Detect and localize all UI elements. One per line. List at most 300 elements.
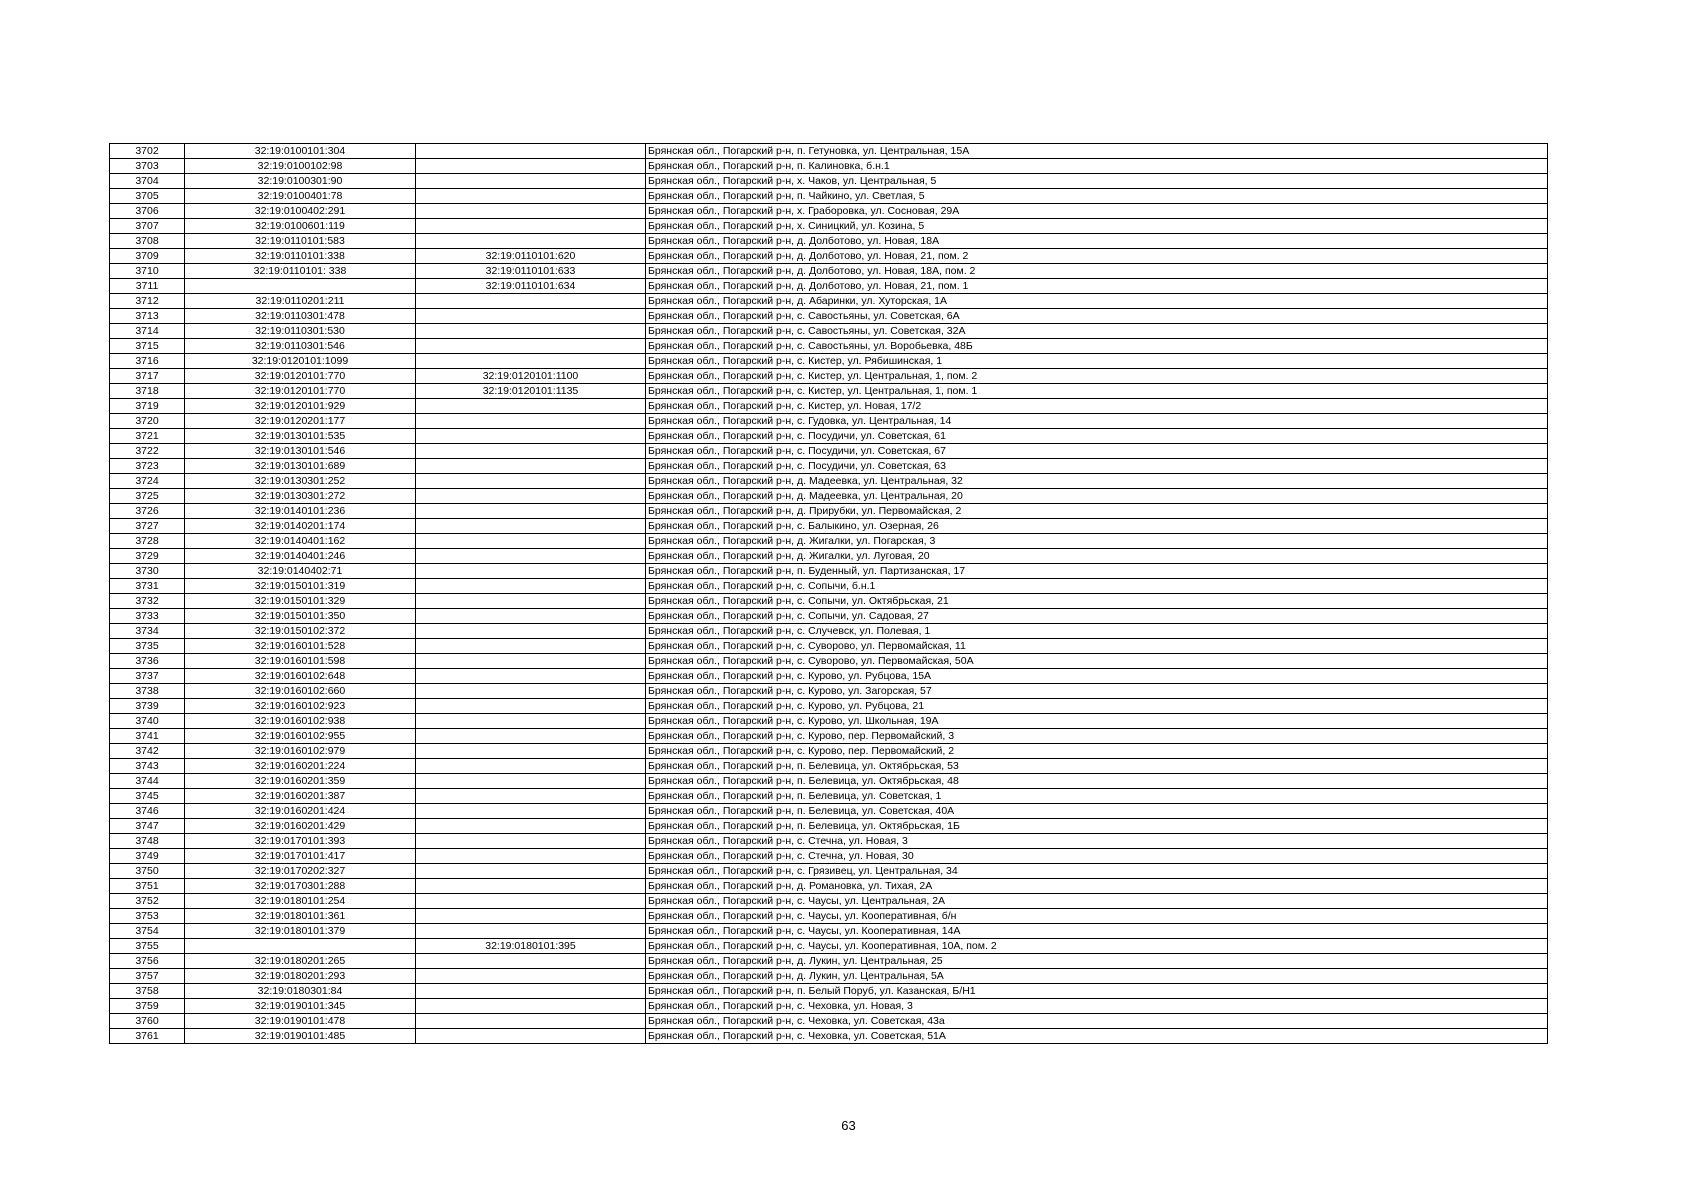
cadastral-number-cell: 32:19:0160102:955 [185,729,416,744]
cadastral-number-cell: 32:19:0170101:417 [185,849,416,864]
address-cell: Брянская обл., Погарский р-н, с. Посудичи, ул. Советская, 67 [646,444,1548,459]
object-cadastral-number-cell [416,519,646,534]
address-cell: Брянская обл., Погарский р-н, с. Суворово, ул. Первомайская, 50А [646,654,1548,669]
cadastral-number-cell: 32:19:0180101:379 [185,924,416,939]
table-row [110,984,1548,999]
cadastral-number-cell: 32:19:0110101: 338 [185,264,416,279]
object-cadastral-number-cell [416,654,646,669]
object-cadastral-number-cell [416,969,646,984]
object-cadastral-number-cell [416,204,646,219]
cadastral-number-cell: 32:19:0160201:359 [185,774,416,789]
table-row [110,384,1548,399]
object-cadastral-number-cell [416,219,646,234]
table-row [110,249,1548,264]
object-cadastral-number-cell [416,924,646,939]
object-cadastral-number-cell [416,669,646,684]
table-row [110,519,1548,534]
row-number-cell: 3716 [110,354,185,369]
cadastral-number-cell: 32:19:0100601:119 [185,219,416,234]
object-cadastral-number-cell [416,564,646,579]
table-row [110,954,1548,969]
row-number-cell: 3735 [110,639,185,654]
table-row [110,639,1548,654]
table-row [110,489,1548,504]
row-number-cell: 3707 [110,219,185,234]
object-cadastral-number-cell [416,159,646,174]
table-row [110,189,1548,204]
row-number-cell: 3757 [110,969,185,984]
address-cell: Брянская обл., Погарский р-н, с. Сопычи, б.н.1 [646,579,1548,594]
cadastral-number-cell: 32:19:0180301:84 [185,984,416,999]
cadastral-number-cell: 32:19:0130101:689 [185,459,416,474]
address-cell: Брянская обл., Погарский р-н, с. Грязивец, ул. Центральная, 34 [646,864,1548,879]
address-cell: Брянская обл., Погарский р-н, с. Савостьяны, ул. Воробьевка, 48Б [646,339,1548,354]
cadastral-number-cell: 32:19:0170202:327 [185,864,416,879]
table-row [110,159,1548,174]
table-row [110,264,1548,279]
address-cell: Брянская обл., Погарский р-н, п. Гетуновка, ул. Центральная, 15А [646,144,1548,159]
row-number-cell: 3714 [110,324,185,339]
address-cell: Брянская обл., Погарский р-н, д. Жигалки, ул. Погарская, 3 [646,534,1548,549]
row-number-cell: 3713 [110,309,185,324]
table-row [110,849,1548,864]
table-row [110,1029,1548,1044]
row-number-cell: 3733 [110,609,185,624]
object-cadastral-number-cell [416,1014,646,1029]
object-cadastral-number-cell [416,474,646,489]
address-cell: Брянская обл., Погарский р-н, с. Чеховка, ул. Советская, 51А [646,1029,1548,1044]
object-cadastral-number-cell: 32:19:0120101:1135 [416,384,646,399]
address-cell: Брянская обл., Погарский р-н, п. Белевица, ул. Октябрьская, 53 [646,759,1548,774]
row-number-cell: 3746 [110,804,185,819]
row-number-cell: 3761 [110,1029,185,1044]
object-cadastral-number-cell [416,429,646,444]
table-row [110,1014,1548,1029]
table-row [110,339,1548,354]
address-cell: Брянская обл., Погарский р-н, с. Кистер, ул. Центральная, 1, пом. 1 [646,384,1548,399]
row-number-cell: 3740 [110,714,185,729]
cadastral-number-cell [185,939,416,954]
table-row [110,609,1548,624]
object-cadastral-number-cell [416,1029,646,1044]
address-cell: Брянская обл., Погарский р-н, с. Савостьяны, ул. Советская, 32А [646,324,1548,339]
object-cadastral-number-cell [416,234,646,249]
cadastral-number-cell: 32:19:0180101:254 [185,894,416,909]
object-cadastral-number-cell [416,954,646,969]
row-number-cell: 3704 [110,174,185,189]
address-cell: Брянская обл., Погарский р-н, с. Посудичи, ул. Советская, 63 [646,459,1548,474]
cadastral-number-cell: 32:19:0110301:546 [185,339,416,354]
table-row [110,504,1548,519]
address-cell: Брянская обл., Погарский р-н, с. Стечна, ул. Новая, 30 [646,849,1548,864]
address-cell: Брянская обл., Погарский р-н, п. Белый Поруб, ул. Казанская, Б/Н1 [646,984,1548,999]
address-cell: Брянская обл., Погарский р-н, с. Сопычи, ул. Садовая, 27 [646,609,1548,624]
cadastral-number-cell: 32:19:0120101:1099 [185,354,416,369]
row-number-cell: 3708 [110,234,185,249]
cadastral-number-cell: 32:19:0110301:530 [185,324,416,339]
row-number-cell: 3727 [110,519,185,534]
table-row [110,714,1548,729]
table-row [110,414,1548,429]
table-row [110,399,1548,414]
cadastral-number-cell: 32:19:0160102:923 [185,699,416,714]
row-number-cell: 3760 [110,1014,185,1029]
row-number-cell: 3715 [110,339,185,354]
row-number-cell: 3725 [110,489,185,504]
cadastral-number-cell: 32:19:0160201:424 [185,804,416,819]
object-cadastral-number-cell [416,324,646,339]
table-row [110,354,1548,369]
row-number-cell: 3712 [110,294,185,309]
row-number-cell: 3759 [110,999,185,1014]
object-cadastral-number-cell [416,759,646,774]
address-cell: Брянская обл., Погарский р-н, с. Случевск, ул. Полевая, 1 [646,624,1548,639]
object-cadastral-number-cell [416,354,646,369]
address-cell: Брянская обл., Погарский р-н, с. Курово, ул. Рубцова, 15А [646,669,1548,684]
object-cadastral-number-cell [416,894,646,909]
address-cell: Брянская обл., Погарский р-н, п. Чайкино, ул. Светлая, 5 [646,189,1548,204]
cadastral-number-cell: 32:19:0100401:78 [185,189,416,204]
address-cell: Брянская обл., Погарский р-н, с. Суворово, ул. Первомайская, 11 [646,639,1548,654]
cadastral-number-cell: 32:19:0140101:236 [185,504,416,519]
address-cell: Брянская обл., Погарский р-н, с. Чеховка, ул. Советская, 43а [646,1014,1548,1029]
object-cadastral-number-cell [416,804,646,819]
cadastral-number-cell: 32:19:0180101:361 [185,909,416,924]
row-number-cell: 3706 [110,204,185,219]
object-cadastral-number-cell [416,339,646,354]
cadastral-number-cell: 32:19:0100101:304 [185,144,416,159]
table-row [110,774,1548,789]
table-row [110,819,1548,834]
address-cell: Брянская обл., Погарский р-н, с. Посудичи, ул. Советская, 61 [646,429,1548,444]
cadastral-number-cell: 32:19:0120101:770 [185,384,416,399]
address-cell: Брянская обл., Погарский р-н, п. Белевица, ул. Советская, 40А [646,804,1548,819]
row-number-cell: 3711 [110,279,185,294]
row-number-cell: 3747 [110,819,185,834]
cadastral-number-cell: 32:19:0160201:224 [185,759,416,774]
object-cadastral-number-cell [416,714,646,729]
row-number-cell: 3745 [110,789,185,804]
object-cadastral-number-cell [416,609,646,624]
address-cell: Брянская обл., Погарский р-н, с. Балыкино, ул. Озерная, 26 [646,519,1548,534]
row-number-cell: 3717 [110,369,185,384]
table-row [110,909,1548,924]
address-cell: Брянская обл., Погарский р-н, х. Чаков, ул. Центральная, 5 [646,174,1548,189]
address-cell: Брянская обл., Погарский р-н, с. Чаусы, ул. Центральная, 2А [646,894,1548,909]
page-number: 63 [841,1118,856,1133]
row-number-cell: 3734 [110,624,185,639]
cadastral-number-cell: 32:19:0160102:660 [185,684,416,699]
table-row [110,879,1548,894]
address-cell: Брянская обл., Погарский р-н, п. Белевица, ул. Октябрьская, 1Б [646,819,1548,834]
object-cadastral-number-cell: 32:19:0110101:634 [416,279,646,294]
cadastral-number-cell: 32:19:0180201:265 [185,954,416,969]
cadastral-number-cell: 32:19:0190101:345 [185,999,416,1014]
cadastral-number-cell: 32:19:0110101:583 [185,234,416,249]
row-number-cell: 3709 [110,249,185,264]
address-cell: Брянская обл., Погарский р-н, д. Лукин, ул. Центральная, 25 [646,954,1548,969]
row-number-cell: 3736 [110,654,185,669]
cadastral-number-cell: 32:19:0100301:90 [185,174,416,189]
object-cadastral-number-cell [416,414,646,429]
object-cadastral-number-cell [416,984,646,999]
address-cell: Брянская обл., Погарский р-н, с. Чаусы, ул. Кооперативная, 14А [646,924,1548,939]
address-cell: Брянская обл., Погарский р-н, д. Долботово, ул. Новая, 18А [646,234,1548,249]
cadastral-number-cell: 32:19:0130301:272 [185,489,416,504]
row-number-cell: 3738 [110,684,185,699]
table-row [110,294,1548,309]
row-number-cell: 3749 [110,849,185,864]
address-cell: Брянская обл., Погарский р-н, с. Курово, ул. Школьная, 19А [646,714,1548,729]
cadastral-number-cell: 32:19:0160201:429 [185,819,416,834]
cadastral-number-cell: 32:19:0120101:929 [185,399,416,414]
table-row [110,324,1548,339]
address-cell: Брянская обл., Погарский р-н, с. Сопычи, ул. Октябрьская, 21 [646,594,1548,609]
cadastral-number-cell: 32:19:0140401:246 [185,549,416,564]
cadastral-number-cell: 32:19:0160102:979 [185,744,416,759]
object-cadastral-number-cell [416,789,646,804]
object-cadastral-number-cell: 32:19:0110101:620 [416,249,646,264]
table-row [110,684,1548,699]
row-number-cell: 3752 [110,894,185,909]
table-row [110,804,1548,819]
table-row [110,534,1548,549]
address-cell: Брянская обл., Погарский р-н, с. Чеховка, ул. Новая, 3 [646,999,1548,1014]
table-row [110,204,1548,219]
table-row [110,219,1548,234]
cadastral-number-cell: 32:19:0140201:174 [185,519,416,534]
object-cadastral-number-cell: 32:19:0180101:395 [416,939,646,954]
object-cadastral-number-cell: 32:19:0120101:1100 [416,369,646,384]
address-cell: Брянская обл., Погарский р-н, п. Калиновка, б.н.1 [646,159,1548,174]
cadastral-number-cell: 32:19:0160101:528 [185,639,416,654]
table-row [110,174,1548,189]
object-cadastral-number-cell [416,639,646,654]
address-cell: Брянская обл., Погарский р-н, х. Граборовка, ул. Сосновая, 29А [646,204,1548,219]
table-row [110,789,1548,804]
row-number-cell: 3753 [110,909,185,924]
object-cadastral-number-cell [416,744,646,759]
object-cadastral-number-cell [416,834,646,849]
cadastral-number-cell: 32:19:0170301:288 [185,879,416,894]
table-row [110,279,1548,294]
cadastral-number-cell: 32:19:0170101:393 [185,834,416,849]
address-cell: Брянская обл., Погарский р-н, д. Романовка, ул. Тихая, 2А [646,879,1548,894]
table-row [110,969,1548,984]
table-row [110,894,1548,909]
row-number-cell: 3719 [110,399,185,414]
cadastral-number-cell: 32:19:0160101:598 [185,654,416,669]
address-cell: Брянская обл., Погарский р-н, д. Прирубки, ул. Первомайская, 2 [646,504,1548,519]
table-row [110,459,1548,474]
row-number-cell: 3726 [110,504,185,519]
table-row [110,144,1548,159]
address-cell: Брянская обл., Погарский р-н, д. Абаринки, ул. Хуторская, 1А [646,294,1548,309]
object-cadastral-number-cell [416,459,646,474]
cadastral-number-cell [185,279,416,294]
object-cadastral-number-cell [416,774,646,789]
table-row [110,564,1548,579]
object-cadastral-number-cell [416,729,646,744]
object-cadastral-number-cell [416,504,646,519]
object-cadastral-number-cell [416,909,646,924]
address-cell: Брянская обл., Погарский р-н, с. Чаусы, ул. Кооперативная, 10А, пом. 2 [646,939,1548,954]
object-cadastral-number-cell [416,174,646,189]
object-cadastral-number-cell [416,489,646,504]
row-number-cell: 3702 [110,144,185,159]
row-number-cell: 3742 [110,744,185,759]
object-cadastral-number-cell [416,684,646,699]
address-cell: Брянская обл., Погарский р-н, с. Курово, ул. Загорская, 57 [646,684,1548,699]
table-row [110,309,1548,324]
cadastral-number-cell: 32:19:0120201:177 [185,414,416,429]
table-row [110,834,1548,849]
object-cadastral-number-cell [416,534,646,549]
cadastral-number-cell: 32:19:0100102:98 [185,159,416,174]
row-number-cell: 3743 [110,759,185,774]
cadastral-number-cell: 32:19:0140401:162 [185,534,416,549]
cadastral-number-cell: 32:19:0130101:546 [185,444,416,459]
table-row [110,759,1548,774]
row-number-cell: 3724 [110,474,185,489]
address-cell: Брянская обл., Погарский р-н, с. Чаусы, ул. Кооперативная, б/н [646,909,1548,924]
address-cell: Брянская обл., Погарский р-н, с. Стечна, ул. Новая, 3 [646,834,1548,849]
object-cadastral-number-cell [416,864,646,879]
row-number-cell: 3756 [110,954,185,969]
table-row [110,669,1548,684]
row-number-cell: 3723 [110,459,185,474]
address-cell: Брянская обл., Погарский р-н, с. Курово, пер. Первомайский, 3 [646,729,1548,744]
cadastral-number-cell: 32:19:0150102:372 [185,624,416,639]
table-row [110,444,1548,459]
row-number-cell: 3732 [110,594,185,609]
object-cadastral-number-cell [416,999,646,1014]
table-row [110,594,1548,609]
address-cell: Брянская обл., Погарский р-н, с. Гудовка, ул. Центральная, 14 [646,414,1548,429]
cadastral-number-cell: 32:19:0130301:252 [185,474,416,489]
object-cadastral-number-cell [416,309,646,324]
row-number-cell: 3730 [110,564,185,579]
address-cell: Брянская обл., Погарский р-н, д. Долботово, ул. Новая, 21, пом. 2 [646,249,1548,264]
row-number-cell: 3705 [110,189,185,204]
cadastral-number-cell: 32:19:0140402:71 [185,564,416,579]
cadastral-number-cell: 32:19:0110201:211 [185,294,416,309]
table-row [110,924,1548,939]
cadastral-number-cell: 32:19:0120101:770 [185,369,416,384]
cadastral-number-cell: 32:19:0150101:350 [185,609,416,624]
address-cell: Брянская обл., Погарский р-н, с. Курово, пер. Первомайский, 2 [646,744,1548,759]
row-number-cell: 3720 [110,414,185,429]
cadastral-number-cell: 32:19:0150101:329 [185,594,416,609]
address-cell: Брянская обл., Погарский р-н, с. Кистер, ул. Рябишинская, 1 [646,354,1548,369]
row-number-cell: 3739 [110,699,185,714]
address-cell: Брянская обл., Погарский р-н, с. Курово, ул. Рубцова, 21 [646,699,1548,714]
table-row [110,864,1548,879]
row-number-cell: 3758 [110,984,185,999]
address-cell: Брянская обл., Погарский р-н, с. Кистер, ул. Центральная, 1, пом. 2 [646,369,1548,384]
cadastral-number-cell: 32:19:0110101:338 [185,249,416,264]
object-cadastral-number-cell [416,624,646,639]
address-cell: Брянская обл., Погарский р-н, п. Белевица, ул. Октябрьская, 48 [646,774,1548,789]
object-cadastral-number-cell [416,189,646,204]
registry-table-body [110,144,1548,1044]
table-row [110,654,1548,669]
object-cadastral-number-cell [416,399,646,414]
cadastral-number-cell: 32:19:0100402:291 [185,204,416,219]
table-row [110,579,1548,594]
address-cell: Брянская обл., Погарский р-н, с. Савостьяны, ул. Советская, 6А [646,309,1548,324]
object-cadastral-number-cell [416,294,646,309]
cadastral-number-cell: 32:19:0160102:648 [185,669,416,684]
table-row [110,999,1548,1014]
address-cell: Брянская обл., Погарский р-н, д. Лукин, ул. Центральная, 5А [646,969,1548,984]
object-cadastral-number-cell [416,444,646,459]
object-cadastral-number-cell [416,549,646,564]
object-cadastral-number-cell [416,849,646,864]
row-number-cell: 3748 [110,834,185,849]
table-row [110,729,1548,744]
cadastral-number-cell: 32:19:0160201:387 [185,789,416,804]
address-cell: Брянская обл., Погарский р-н, п. Белевица, ул. Советская, 1 [646,789,1548,804]
row-number-cell: 3703 [110,159,185,174]
registry-table [109,143,1548,1044]
address-cell: Брянская обл., Погарский р-н, п. Буденный, ул. Партизанская, 17 [646,564,1548,579]
object-cadastral-number-cell: 32:19:0110101:633 [416,264,646,279]
row-number-cell: 3751 [110,879,185,894]
row-number-cell: 3710 [110,264,185,279]
table-row [110,939,1548,954]
object-cadastral-number-cell [416,699,646,714]
cadastral-number-cell: 32:19:0150101:319 [185,579,416,594]
cadastral-number-cell: 32:19:0160102:938 [185,714,416,729]
table-row [110,744,1548,759]
table-row [110,474,1548,489]
address-cell: Брянская обл., Погарский р-н, д. Мадеевка, ул. Центральная, 32 [646,474,1548,489]
row-number-cell: 3722 [110,444,185,459]
cadastral-number-cell: 32:19:0110301:478 [185,309,416,324]
cadastral-number-cell: 32:19:0190101:478 [185,1014,416,1029]
row-number-cell: 3737 [110,669,185,684]
cadastral-number-cell: 32:19:0190101:485 [185,1029,416,1044]
row-number-cell: 3728 [110,534,185,549]
address-cell: Брянская обл., Погарский р-н, х. Синицкий, ул. Козина, 5 [646,219,1548,234]
address-cell: Брянская обл., Погарский р-н, д. Долботово, ул. Новая, 21, пом. 1 [646,279,1548,294]
cadastral-number-cell: 32:19:0130101:535 [185,429,416,444]
table-row [110,429,1548,444]
address-cell: Брянская обл., Погарский р-н, д. Долботово, ул. Новая, 18А, пом. 2 [646,264,1548,279]
row-number-cell: 3750 [110,864,185,879]
row-number-cell: 3755 [110,939,185,954]
address-cell: Брянская обл., Погарский р-н, с. Кистер, ул. Новая, 17/2 [646,399,1548,414]
object-cadastral-number-cell [416,144,646,159]
row-number-cell: 3718 [110,384,185,399]
table-row [110,624,1548,639]
table-row [110,699,1548,714]
address-cell: Брянская обл., Погарский р-н, д. Жигалки, ул. Луговая, 20 [646,549,1548,564]
address-cell: Брянская обл., Погарский р-н, д. Мадеевка, ул. Центральная, 20 [646,489,1548,504]
row-number-cell: 3744 [110,774,185,789]
object-cadastral-number-cell [416,819,646,834]
row-number-cell: 3731 [110,579,185,594]
row-number-cell: 3754 [110,924,185,939]
row-number-cell: 3729 [110,549,185,564]
object-cadastral-number-cell [416,594,646,609]
table-row [110,234,1548,249]
object-cadastral-number-cell [416,579,646,594]
cadastral-number-cell: 32:19:0180201:293 [185,969,416,984]
row-number-cell: 3741 [110,729,185,744]
table-row [110,369,1548,384]
